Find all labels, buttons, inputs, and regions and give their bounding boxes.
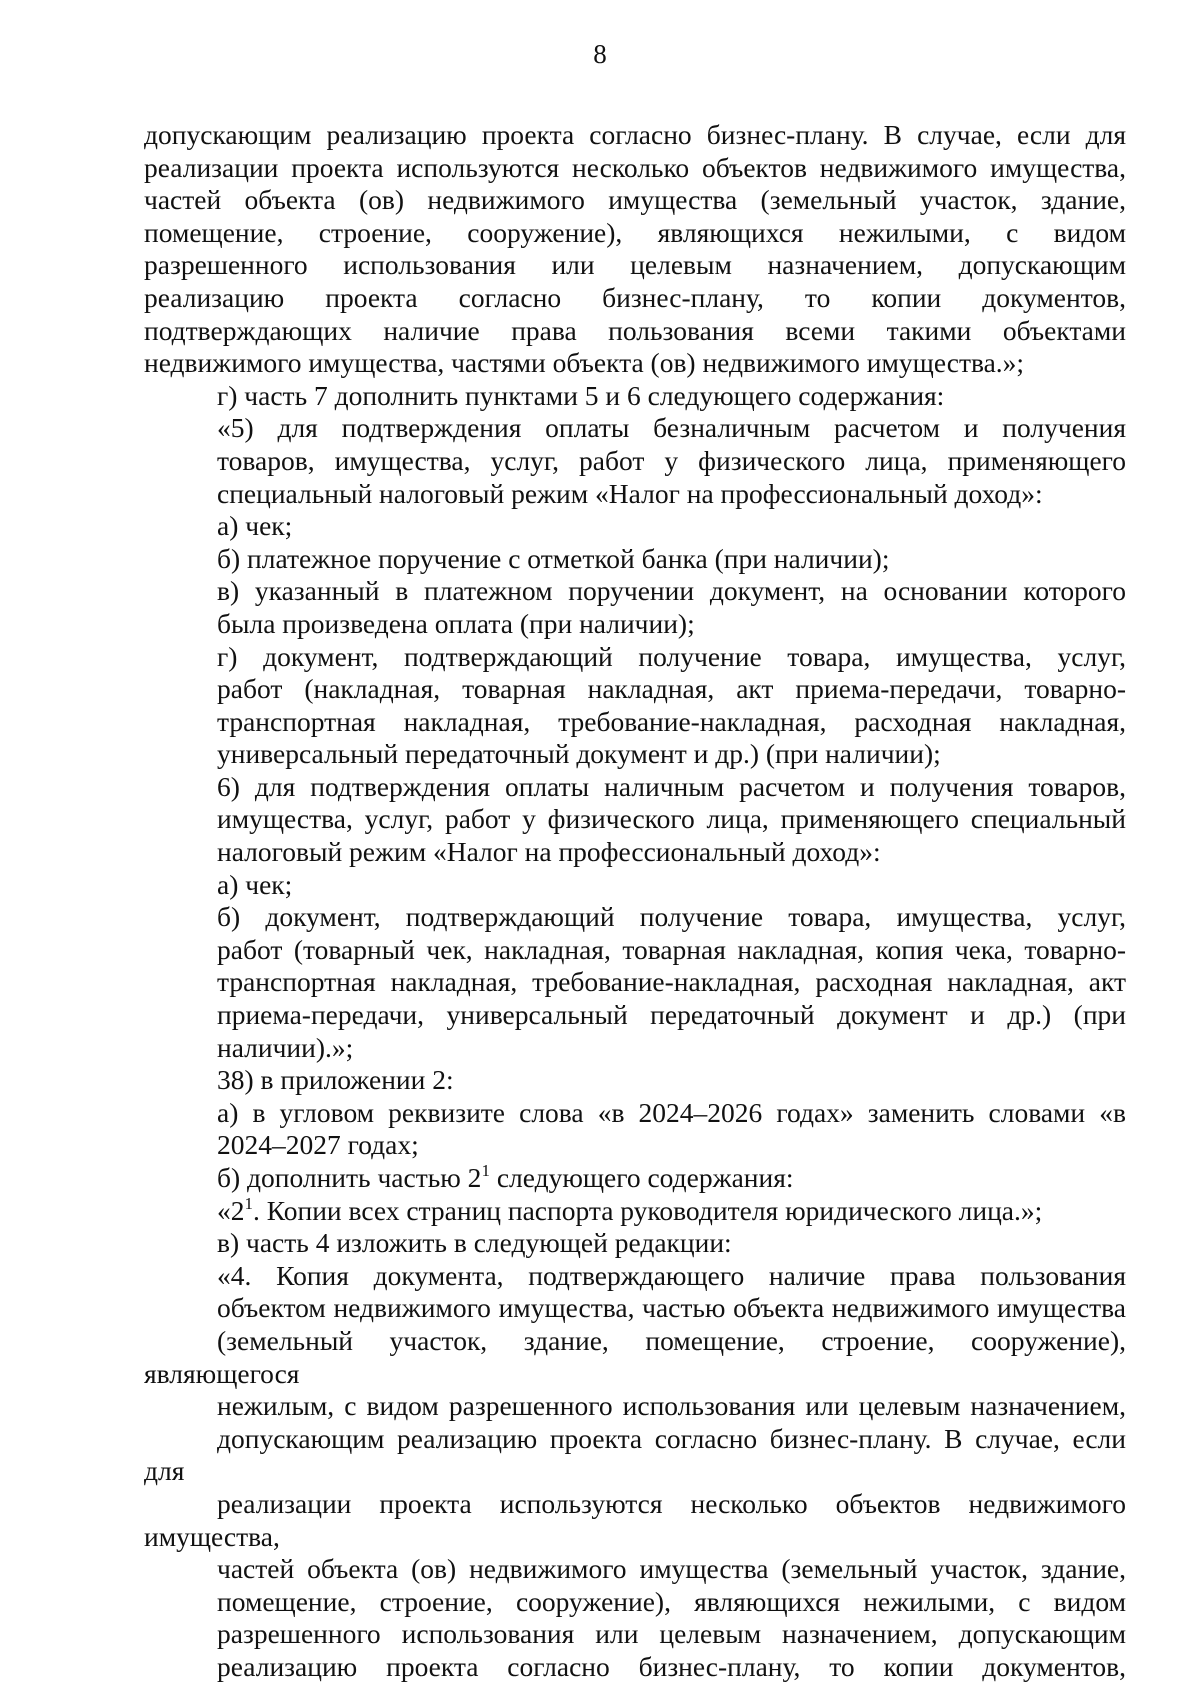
text-line: «4. Копия документа, подтверждающего наличие права пользования: [217, 1259, 1126, 1291]
text-line: в) указанный в платежном поручении документ, на основании которого: [217, 575, 1126, 607]
subitem-g-document: [144, 641, 1126, 771]
text-line: реализации проекта используются несколько объектов недвижимого имущества,: [144, 151, 1126, 183]
subitem-b-document: [144, 901, 1126, 1064]
text-fragment: . Копии всех страниц паспорта руководителя юридического лица.»;: [253, 1194, 1043, 1226]
text-line: транспортная накладная, требование-накладная, расходная накладная,: [217, 705, 1126, 737]
text-line: помещение, строение, сооружение), являющихся нежилыми, с видом: [217, 1585, 1126, 1617]
text-line: универсальный передаточный документ и др.) (при наличии);: [217, 738, 941, 770]
subitem-b-add-part: [144, 1162, 1126, 1195]
paragraph-part7-amend: г) часть 7 дополнить пунктами 5 и 6 следующего содержания:: [217, 379, 945, 411]
text-fragment: б) дополнить частью 2: [217, 1162, 482, 1193]
subitem-a-check: а) чек;: [217, 868, 293, 900]
subitem-b-payment-order: б) платежное поручение с отметкой банка (при наличии);: [217, 542, 890, 574]
text-line: помещение, строение, сооружение), являющихся нежилыми, с видом: [144, 216, 1126, 248]
text-fragment: следующего содержания:: [489, 1162, 794, 1193]
text-line: а) в угловом реквизите слова «в 2024–2026 годах» заменить словами «в: [217, 1096, 1126, 1128]
text-line: недвижимого имущества, частями объекта (ов) недвижимого имущества.»;: [144, 347, 1025, 379]
text-line: 6) для подтверждения оплаты наличным расчетом и получения товаров,: [217, 770, 1126, 802]
text-line: реализацию проекта согласно бизнес-плану, то копии документов,: [217, 1650, 1126, 1682]
text-line: транспортная накладная, требование-накладная, расходная накладная, акт: [217, 966, 1126, 998]
superscript: 1: [244, 1193, 253, 1213]
text-line: частей объекта (ов) недвижимого имущества (земельный участок, здание,: [144, 184, 1126, 216]
text-line: допускающим реализацию проекта согласно бизнес-плану. В случае, если для: [144, 119, 1126, 150]
text-line: «5) для подтверждения оплаты безналичным расчетом и получения: [217, 412, 1126, 444]
text-line: приема-передачи, универсальный передаточный документ и др.) (при: [217, 999, 1126, 1031]
text-line: работ (накладная, товарная накладная, акт приема-передачи, товарно-: [217, 673, 1126, 705]
paragraph-item5: [144, 412, 1126, 510]
quoted-part-2-1: [144, 1195, 1126, 1228]
document-body: [144, 119, 1126, 1684]
text-line: товаров, имущества, услуг, работ у физического лица, применяющего: [217, 444, 1126, 476]
page-number: 8: [593, 39, 607, 69]
text-line: налоговый режим «Налог на профессиональный доход»:: [217, 836, 881, 868]
text-line: подтверждающих наличие права пользования всеми такими объектами: [144, 314, 1126, 346]
text-line: работ (товарный чек, накладная, товарная накладная, копия чека, товарно-: [217, 933, 1126, 965]
text-line: разрешенного использования или целевым назначением, допускающим: [217, 1618, 1126, 1650]
paragraph-continuation: [144, 119, 1126, 380]
text-line: специальный налоговый режим «Налог на профессиональный доход»:: [217, 477, 1043, 509]
text-line: 2024–2027 годах;: [217, 1129, 419, 1161]
text-line: г) документ, подтверждающий получение товара, имущества, услуг,: [217, 640, 1126, 672]
text-line: реализации проекта используются несколько объектов недвижимого имущества,: [144, 1487, 1126, 1552]
text-line: наличии).»;: [217, 1031, 354, 1063]
superscript: 1: [481, 1161, 490, 1180]
subitem-a-check: а) чек;: [217, 510, 293, 542]
text-line: была произведена оплата (при наличии);: [217, 607, 695, 639]
text-line: реализацию проекта согласно бизнес-плану, то копии документов,: [144, 281, 1126, 313]
paragraph-item6: [144, 771, 1126, 869]
text-line: объектом недвижимого имущества, частью объекта недвижимого имущества: [217, 1292, 1126, 1324]
text-line: допускающим реализацию проекта согласно бизнес-плану. В случае, если для: [144, 1422, 1126, 1487]
paragraph-item38: 38) в приложении 2:: [217, 1064, 454, 1096]
text-line: нежилым, с видом разрешенного использования или целевым назначением,: [217, 1390, 1126, 1422]
subitem-a-corner-requisite: [144, 1097, 1126, 1162]
text-line: частей объекта (ов) недвижимого имущества (земельный участок, здание,: [217, 1553, 1126, 1585]
text-line: (земельный участок, здание, помещение, строение, сооружение), являющегося: [144, 1324, 1126, 1389]
text-line: б) документ, подтверждающий получение товара, имущества, услуг,: [217, 901, 1126, 933]
text-line: разрешенного использования или целевым назначением, допускающим: [144, 249, 1126, 281]
quoted-part-4: [144, 1260, 1126, 1684]
text-line: имущества, услуг, работ у физического лица, применяющего специальный: [217, 803, 1126, 835]
subitem-v-document: [144, 575, 1126, 640]
subitem-v-part4: в) часть 4 изложить в следующей редакции:: [217, 1227, 732, 1259]
text-fragment: «2: [217, 1194, 245, 1226]
